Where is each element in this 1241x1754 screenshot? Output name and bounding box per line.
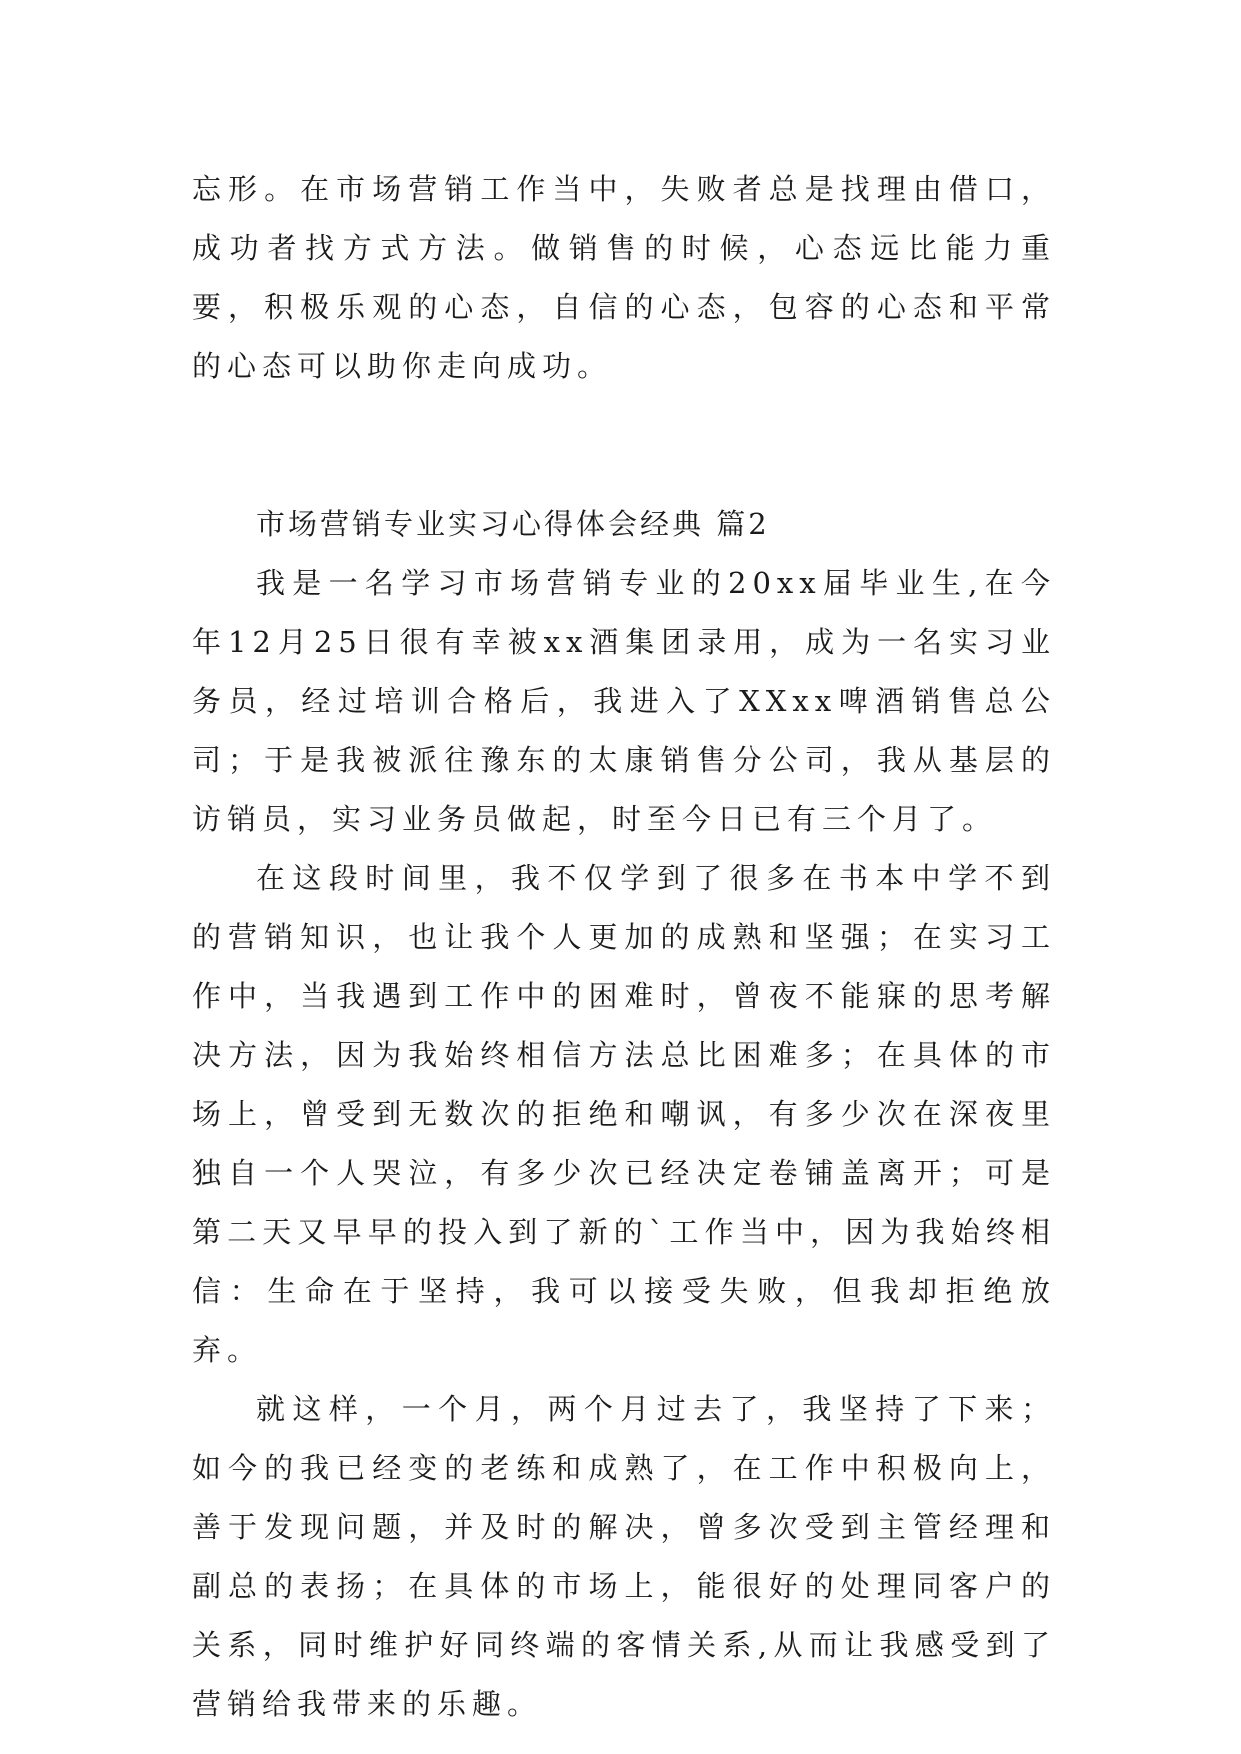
section-gap — [192, 396, 1056, 495]
opening-paragraph: 忘形。在市场营销工作当中，失败者总是找理由借口，成功者找方式方法。做销售的时候，心态远比能力重要，积极乐观的心态，自信的心态，包容的心态和平常的心态可以助你走向成功。 — [192, 172, 1056, 383]
section-title: 市场营销专业实习心得体会经典 篇2 — [256, 507, 770, 541]
paragraph-3: 就这样，一个月，两个月过去了，我坚持了下来；如今的我已经变的老练和成熟了，在工作中积极向上，善于发现问题，并及时的解决，曾多次受到主管经理和副总的表扬；在具体的市场上，能很好的处理同客户的关系，同时维护好同终端的客情关系,从而让我感受到了营销给我带来的乐趣。 — [192, 1392, 1056, 1721]
paragraph-1: 我是一名学习市场营销专业的20xx届毕业生,在今年12月25日很有幸被xx酒集团录用，成为一名实习业务员，经过培训合格后，我进入了XXxx啤酒销售总公司；于是我被派往豫东的太康销售分公司，我从基层的访销员，实习业务员做起，时至今日已有三个月了。 — [192, 566, 1056, 836]
document-body — [192, 160, 1056, 1734]
paragraph-2: 在这段时间里，我不仅学到了很多在书本中学不到的营销知识，也让我个人更加的成熟和坚强；在实习工作中，当我遇到工作中的困难时，曾夜不能寐的思考解决方法，因为我始终相信方法总比困难多；在具体的市场上，曾受到无数次的拒绝和嘲讽，有多少次在深夜里独自一个人哭泣，有多少次已经决定卷铺盖离开；可是第二天又早早的投入到了新的`工作当中，因为我始终相信：生命在于坚持，我可以接受失败，但我却拒绝放弃。 — [192, 861, 1056, 1367]
